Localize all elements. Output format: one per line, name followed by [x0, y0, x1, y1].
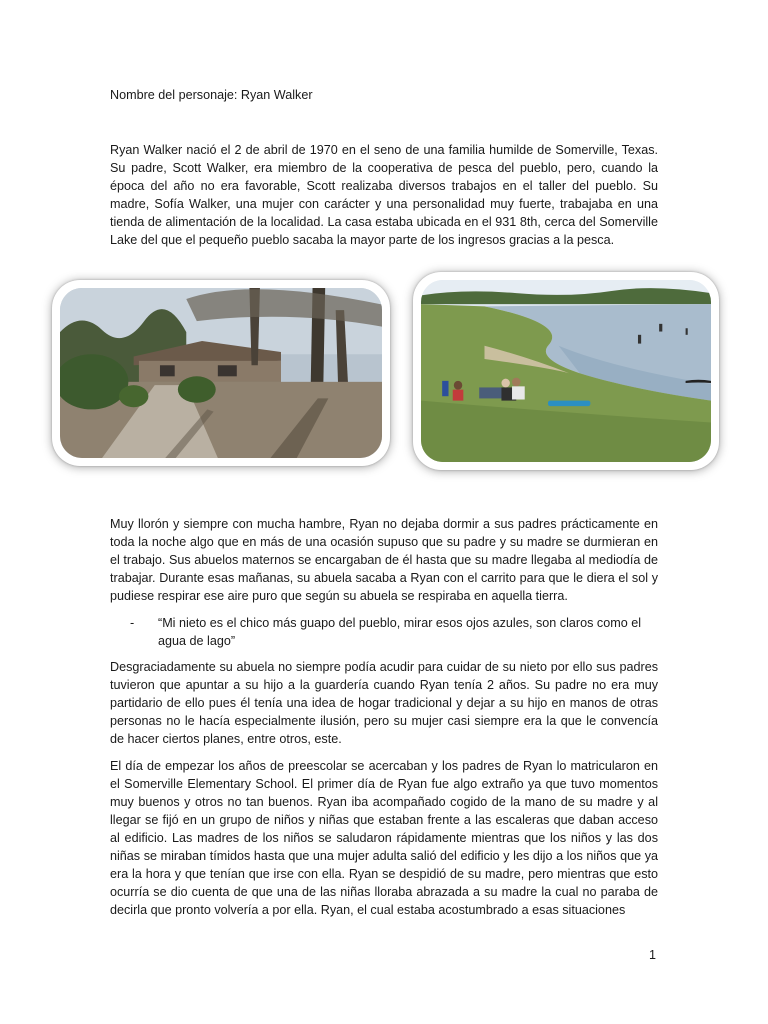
- quote-text: “Mi nieto es el chico más guapo del pueblo, mirar esos ojos azules, son claros como el agua de lago”: [158, 616, 641, 648]
- paragraph-nursery: Desgraciadamente su abuela no siempre podía acudir para cuidar de su nieto por ello sus padres tuvieron que apuntar a su hijo a la guardería cuando Ryan tenía 2 años. Su padre no era muy partidario de ello pues él tenía una idea de hogar tradicional y dejar a su hijo en manos de otras personas no le hacía especialmente ilusión, pero su mujer casi siempre era la que le convencía de hacer ciertos planes, entre otros, este.: [110, 660, 658, 746]
- character-name-line: Nombre del personaje: Ryan Walker: [110, 88, 313, 102]
- lake-photo: [413, 272, 719, 470]
- grandmother-quote: [130, 614, 660, 650]
- house-photo: [52, 280, 390, 466]
- quote-bullet: -: [130, 616, 135, 630]
- paragraph-birth: Ryan Walker nació el 2 de abril de 1970 en el seno de una familia humilde de Somerville, Texas. Su padre, Scott Walker, era miembro de la cooperativa de pesca del pueblo, pero, cuando la época del año no era favorable, Scott realizaba diversos trabajos en el taller del pueblo. Su madre, Sofía Walker, una mujer con carácter y una personalidad muy fuerte, trabajaba en una tienda de alimentación de la localidad. La casa estaba ubicada en el 931 8th, cerca del Somerville Lake del que el pequeño pueblo sacaba la mayor parte de los ingresos gracias a la pesca.: [110, 143, 658, 247]
- paragraph-preschool: El día de empezar los años de preescolar se acercaban y los padres de Ryan lo matricularon en el Somerville Elementary School. El primer día de Ryan fue algo extraño ya que tuvo momentos muy buenos y otros no tan buenos. Ryan iba acompañado cogido de la mano de su madre y al llegar se fijó en un grupo de niños y niñas que estaban frente a las escaleras que daban acceso al edificio. Las madres de los niños se saludaron rápidamente mientras que los niños y las dos niñas se miraban tímidos hasta que una mujer adulta salió del edificio y les dijo a los niños que ya era la hora y que tenían que irse con ella. Ryan se despidió de su madre, pero mientras que esto ocurría se dio cuenta de que una de las niñas lloraba abrazada a su madre la cual no paraba de decirla que pronto volvería a por ella. Ryan, el cual estaba acostumbrado a esas situaciones: [110, 759, 658, 917]
- page-number: 1: [649, 948, 657, 962]
- paragraph-infancy: Muy llorón y siempre con mucha hambre, Ryan no dejaba dormir a sus padres prácticamente en toda la noche algo que en más de una ocasión supuso que su padre y su madre se durmieran en el trabajo. Sus abuelos maternos se encargaban de él hasta que su madre llegaba al mediodía de trabajar. Durante esas mañanas, su abuela sacaba a Ryan con el carrito para que le diera el sol y pudiese respirar ese aire puro que según su abuela se respiraba en aquella tierra.: [110, 517, 658, 603]
